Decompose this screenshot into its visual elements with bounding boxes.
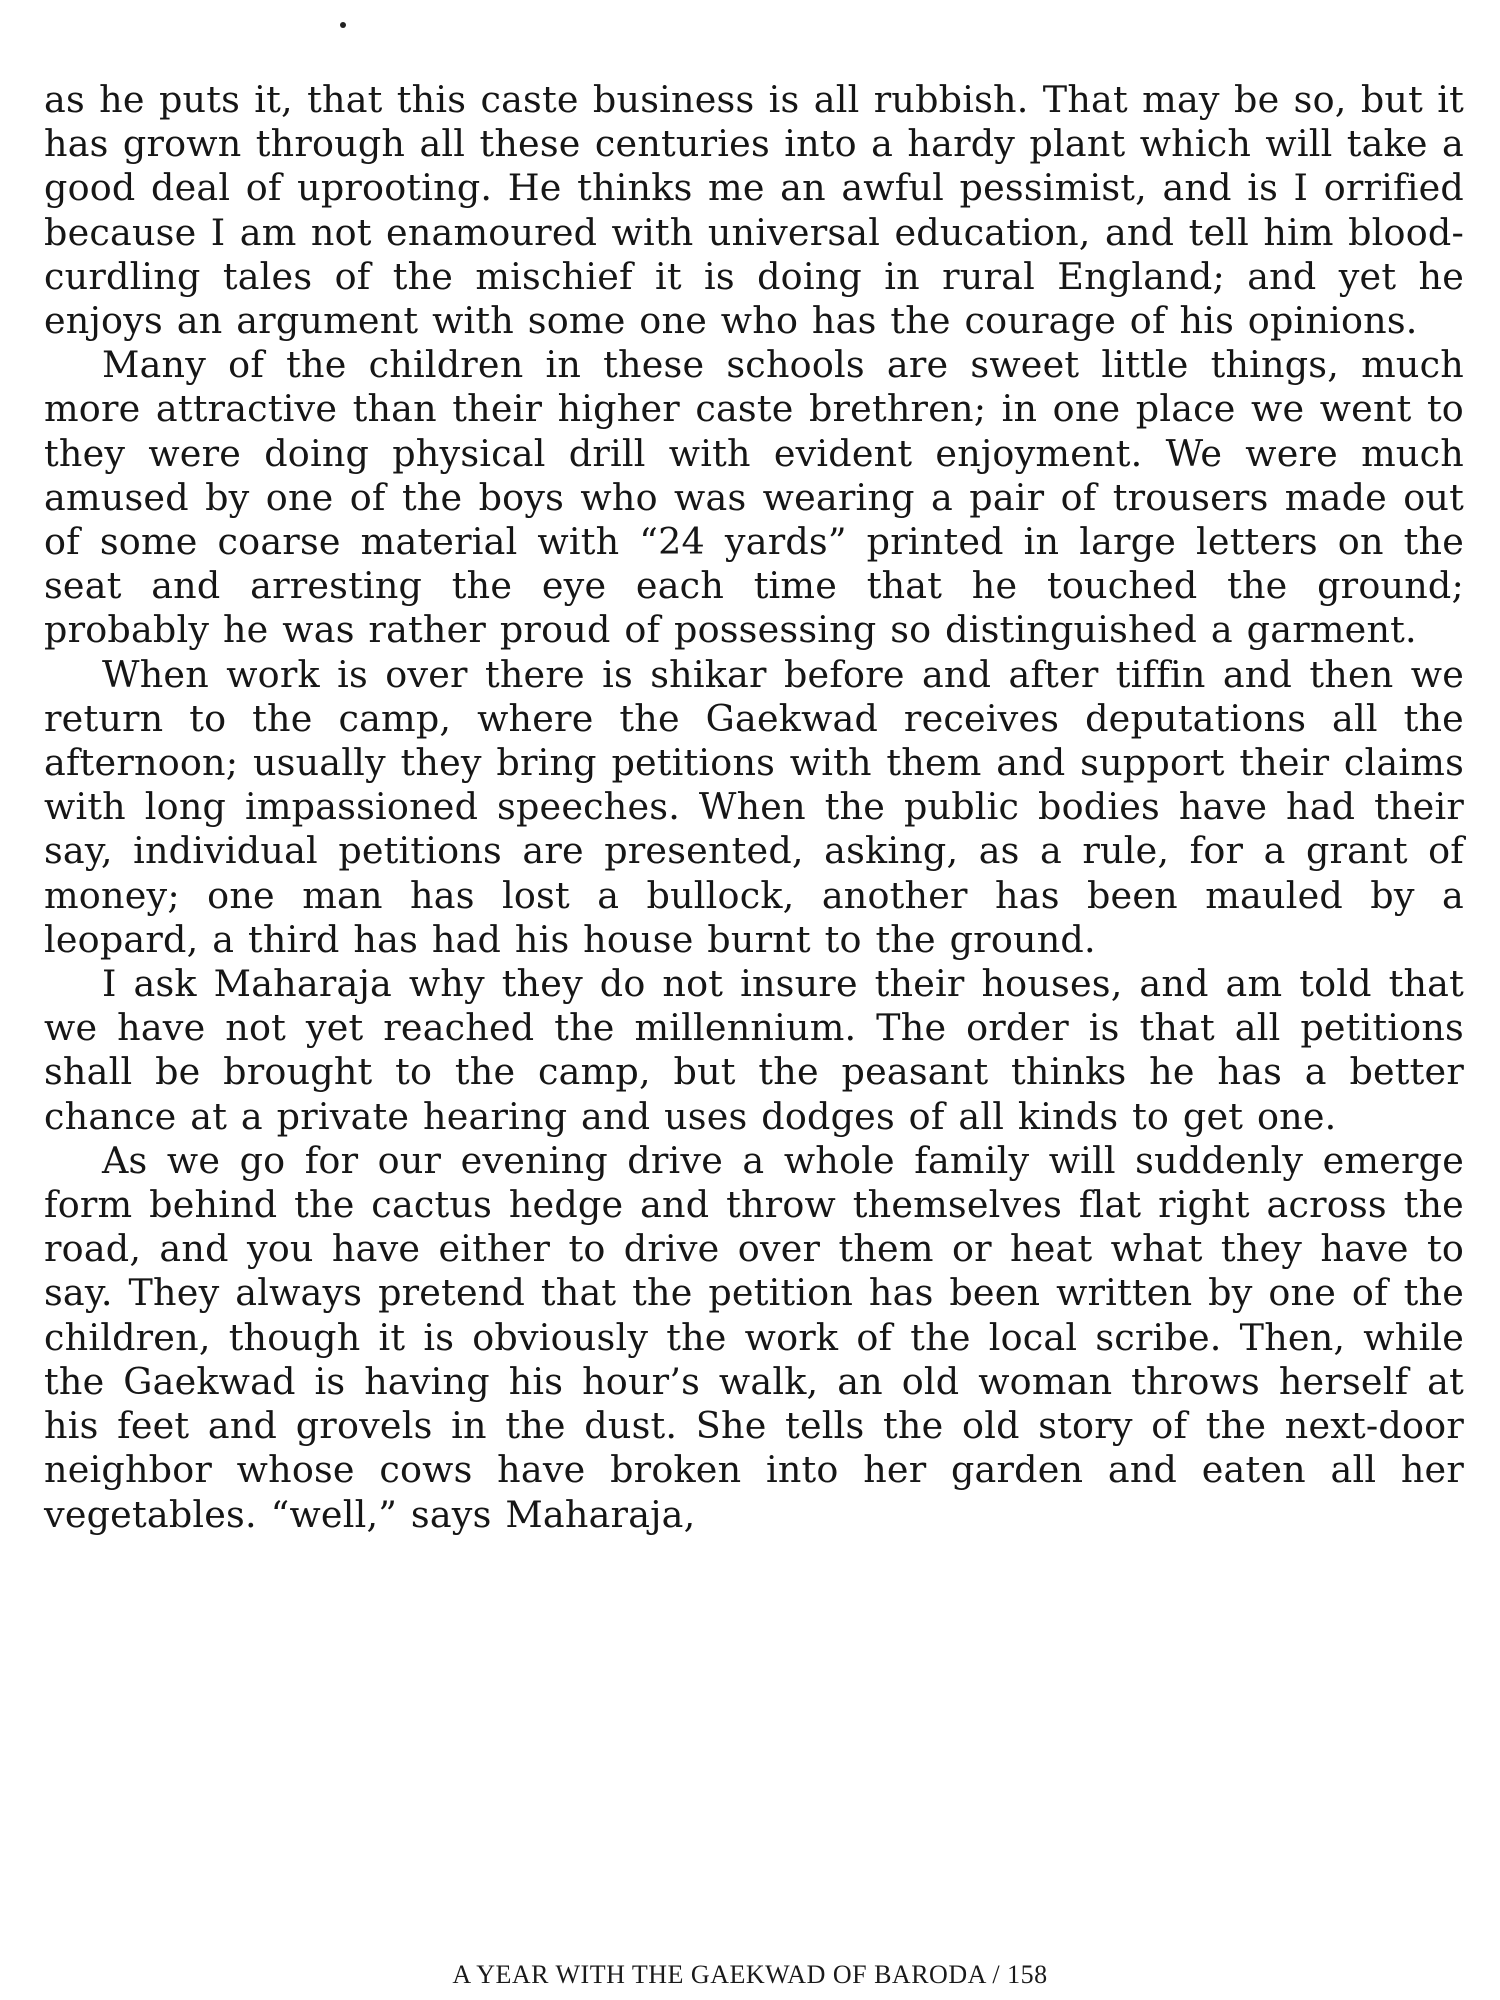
paragraph-1: as he puts it, that this caste business is all rubbish. That may be so, but it has grown through all these centuries into a hardy plant which will take a good deal of uprooting. He thinks me an awful pessimist, and is I orrified because I am not enamoured with universal education, and tell him blood-curdling tales of the mischief it is doing in rural England; and yet he enjoys an argument with some one who has the courage of his opinions. bbox=[44, 78, 1464, 343]
stray-mark bbox=[340, 22, 346, 28]
paragraph-2: Many of the children in these schools are sweet little things, much more attractive than their higher caste brethren; in one place we went to they were doing physical drill with evident enjoyment. We were much amused by one of the boys who was wearing a pair of trousers made out of some coarse material with “24 yards” printed in large letters on the seat and arresting the eye each time that he touched the ground; probably he was rather proud of possessing so distinguished a garment. bbox=[44, 343, 1464, 652]
paragraph-4: I ask Maharaja why they do not insure their houses, and am told that we have not yet reached the millennium. The order is that all petitions shall be brought to the camp, but the peasant thinks he has a better chance at a private hearing and uses dodges of all kinds to get one. bbox=[44, 962, 1464, 1138]
paragraph-5: As we go for our evening drive a whole family will suddenly emerge form behind the cactus hedge and throw themselves flat right across the road, and you have either to drive over them or heat what they have to say. They always pretend that the petition has been written by one of the children, though it is obviously the work of the local scribe. Then, while the Gaekwad is having his hour’s walk, an old woman throws herself at his feet and grovels in the dust. She tells the old story of the next-door neighbor whose cows have broken into her garden and eaten all her vegetables. “well,” says Maharaja, bbox=[44, 1138, 1464, 1536]
running-footer: A YEAR WITH THE GAEKWAD OF BARODA / 158 bbox=[452, 1960, 1048, 1989]
page-body bbox=[44, 78, 1464, 1537]
paragraph-3: When work is over there is shikar before and after tiffin and then we return to the camp, where the Gaekwad receives deputations all the afternoon; usually they bring petitions with them and support their claims with long impassioned speeches. When the public bodies have had their say, individual petitions are presented, asking, as a rule, for a grant of money; one man has lost a bullock, another has been mauled by a leopard, a third has had his house burnt to the ground. bbox=[44, 652, 1464, 961]
